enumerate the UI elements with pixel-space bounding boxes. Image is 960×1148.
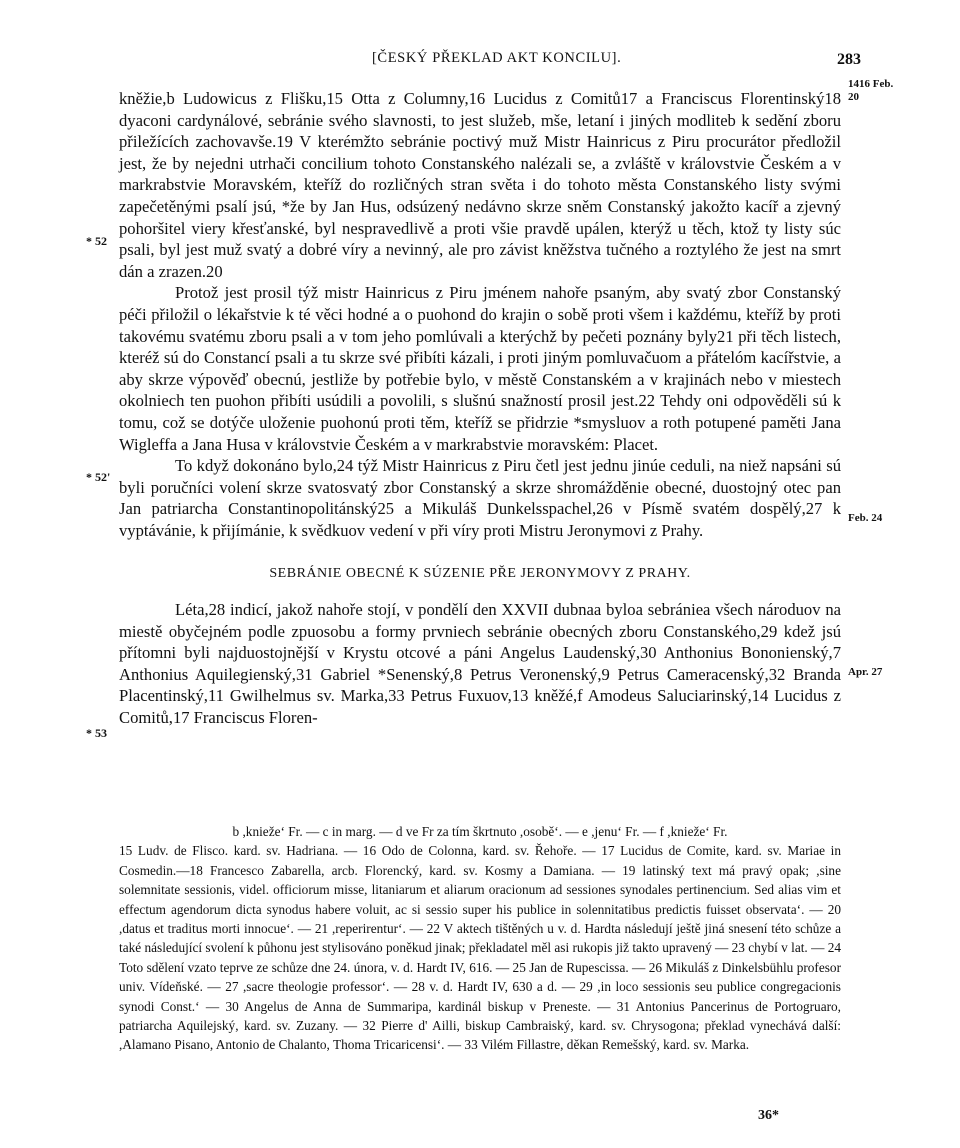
- paragraph: kněžie,b Ludowicus z Flišku,15 Otta z Columny,16 Lucidus z Comitů17 a Franciscus Florentinský18 dyaconi cardynálové, sebránie svého slavnosti, to jest služeb, mše, letaní i jiných modliteb k sedění zboru přiležících zachovavše.19 V kterémžto sebránie poctivý muž Mistr Hainricus z Piru procurátor předložil jest, že by nejedni utrhači concilium tohoto Constanského nalézali se, a zvláště v královstvie Českém a v markrabstvie Moravském, kteříž do rozličných stran světa i do tohoto města Constanského listy svými zapečetěnými psalí jsú, *že by Jan Hus, odsúzený nedávno skrze sněm Constanský jakožto kacíř a zjevný pohoršitel viery křesťanské, byl nespravedlivě a proti všie pravdě upálen, kterýž u těch, ktož ty listy súc psali, byl jest muž svatý a dobré víry a nevinný, ale pro závist kněžstva tučného a roztylého že jest na smrt dán a zrazen.20: [119, 89, 841, 281]
- margin-note-right: Feb. 24: [848, 512, 883, 524]
- footnote-line: b ,kniežeʻ Fr. — c in marg. — d ve Fr za tím škrtnuto ,osobě‘. — e ,jenu‘ Fr. — f ,knieže‘ Fr.: [232, 824, 728, 839]
- paragraph: Protož jest prosil týž mistr Hainricus z Piru jménem nahoře psaným, aby svatý zbor Constanský péči přiložil o lékařstvie k té věci hodné a o puohond do krajin o sobě proti všem i každému, kteříž by proti takovému svatému zboru psali a v tom jeho pomlúvali a kterýchž by pečeti poznány byly21 při těch listech, kteréž sú do Constancí psali a tu skrze své přibíti kázali, i proti jiným pomluvačuom a přátelóm kacířstvie, a aby skrze výpověď obecnú, jestliže by potřebie bylo, v městě Constanském a v krajinách nebo v miestech okolniech ten puohon přibíti usúdili a povolili, s slušnú snažností prosil jest.22 Tehdy oni odpověděli sú k tomu, což se dotýče uloženie puohonú proti těm, kteříž se přidrzie *smysluov a roth potupené paměti Jana Wigleffa a Jana Husa v královstvie Českém a v markrabstvie moravském: Placet.: [119, 283, 841, 454]
- paragraph: Léta,28 indicí, jakož nahoře stojí, v pondělí den XXVII dubnaa byloa sebrániea všech národuov na miestě obyčejném podle zpuosobu a formy prvniech sebránie obecných zboru Constanského,29 kdež jsú přítomni byli najduostojnější v Krystu otcové a páni Angelus Laudenský,30 Anthonius Bononienský,7 Anthonius Aquilegienský,31 Gabriel *Senenský,8 Petrus Veronenský,9 Petrus Cameracenský,32 Branda Placentinský,11 Gwilhelmus sv. Marka,33 Petrus Fuxuov,13 kněžé,f Amodeus Saluciarinský,14 Lucidus z Comitů,17 Franciscus Floren-: [119, 600, 841, 728]
- paragraph: To když dokonáno bylo,24 týž Mistr Hainricus z Piru četl jest jednu jinúe ceduli, na niež napsáni sú byli poručníci volení skrze svatosvatý zbor Constanský a skrze shromážděnie obecné, duostojný otec pan Jan patriarcha Constantinopolitánský25 a Mikuláš Dunkelsspachel,26 v Písmě svatém dospělý,27 k vyptávánie, k přijímánie, k svědkuov vedení v při víry proti Mistru Jeronymovi z Prahy.: [119, 456, 841, 540]
- main-text: [119, 88, 841, 729]
- footnote-block: 15 Ludv. de Flisco. kard. sv. Hadriana. — 16 Odo de Colonna, kard. sv. Řehoře. — 17 Lucidus de Comite, kard. sv. Mariae in Cosmedin.—18 Francesco Zabarella, arcb. Florencký, kard. sv. Kosmy a Damiana. — 19 latinský text má pravý opak; ,sine solemnitate sessionis, videl. officiorum misse, litaniarum et aliarum oracionum ad sessiones synodales pertinencium. Sed alias vim et effectum agendorum dicta synodus habere voluit, ac si sessio super his publice in solennitatibus predictis fuisset observata‘. — 20 ,datus et traditus morti innocue‘. — 21 ,reperirentur‘. — 22 V aktech tištěných u v. d. Hardta následují ještě jiná snesení této schůze a také následující svolení k půhonu jest stylisováno poněkud jinak; překladatel měl asi rukopis již takto upravený — 23 chybí v lat. — 24 Toto sdělení vzato teprve ze schůze dne 24. února, v. d. Hardt IV, 616. — 25 Jan de Rupescissa. — 26 Mikuláš z Dinkelsbühlu profesor univ. Vídeňské. — 27 ,sacre theologie professor‘. — 28 v. d. Hardt IV, 630 a d. — 29 ,in loco sessionis seu publice congregacionis synodi Const.‘ — 30 Angelus de Anna de Summaripa, kardinál biskup v Preneste. — 31 Antonius Pancerinus de Portogruaro, patriarcha Aquilejský, kard. sv. Zuzany. — 32 Pierre d' Ailli, biskup Cambraiský, kard. sv. Chrysogona; překlad vynechává další: ,Alamano Pisano, Antonio de Chalanto, Thoma Tricaricensi‘. — 33 Vilém Fillastre, děkan Remešský, kard. sv. Marka.: [119, 843, 841, 1053]
- footnotes: [119, 822, 841, 1055]
- margin-note-right: 1416 Feb. 20: [848, 78, 894, 103]
- margin-note-left: * 53: [86, 726, 107, 740]
- signature-mark: 36*: [758, 1108, 779, 1123]
- margin-note-right: Apr. 27: [848, 666, 883, 678]
- page-number: 283: [837, 51, 861, 68]
- margin-note-left: * 52: [86, 234, 107, 248]
- running-head: [ČESKÝ PŘEKLAD AKT KONCILU].: [372, 50, 622, 66]
- margin-note-left: * 52': [86, 470, 111, 484]
- page-header: [0, 50, 960, 74]
- section-title: SEBRÁNIE OBECNÉ K SÚZENIE PŘE JERONYMOVY Z PRAHY.: [269, 566, 691, 582]
